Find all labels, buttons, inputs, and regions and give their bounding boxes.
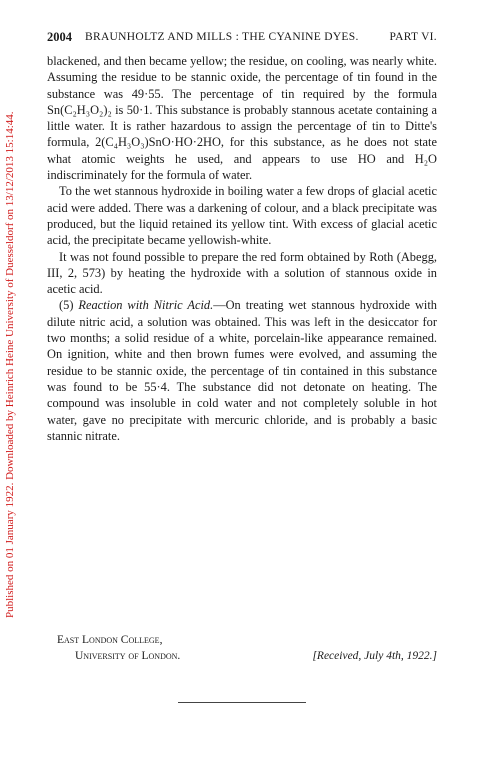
end-rule [178,702,306,703]
running-header [47,30,437,50]
affiliation-block [47,632,437,664]
part-label: PART VI. [389,31,437,43]
download-watermark: Published on 01 January 1922. Downloaded by Heinrich Heine University of Duesseldorf on 13/12/2013 15:14:44. [4,111,16,618]
running-title: BRAUNHOLTZ AND MILLS : THE CYANINE DYES. [85,31,359,43]
section-number: (5) [59,298,79,313]
received-date: [Received, July 4th, 1922.] [312,650,437,662]
page-number: 2004 [47,30,72,44]
article-body [47,53,437,444]
paragraph-1: blackened, and then became yellow; the residue, on cooling, was nearly white. Assuming the residue to be stannic oxide, the percentage of tin found in the substance was 49·55. The percentage of tin required by the formula Sn(C₂H₃O₂)₂ is 50·1. This substance is probably stannous acetate containing a little water. It is rather hazardous to assign the percentage of tin to Ditte's formula, 2(C₄H₃O₃)SnO·HO·2HO, for this substance, as he does not state what atomic weights he used, and appears to use HO and H₂O indiscriminately for the formula of water. [47,54,437,183]
section-heading: Reaction with Nitric Acid. [78,298,214,313]
affiliation-university: University of London. [75,650,181,662]
paragraph-4 [47,297,437,444]
affiliation-college: East London College, [57,634,163,646]
section-text: —On treating wet stannous hydroxide with dilute nitric acid, a solution was obtained. This was left in the desiccator for two months; a solid residue of a white, porcelain-like appearance remained. On ignition, white and then brown fumes were evolved, and assuming the residue to be stannic oxide, the percentage of tin contained in this substance was found to be 55·4. The substance did not detonate on heating. The compound was insoluble in cold water and not completely soluble in hot water, gave no precipitate with mercuric chloride, and is probably a basic stannic nitrate. [47,298,437,443]
paragraph-2: To the wet stannous hydroxide in boiling water a few drops of glacial acetic acid were added. There was a darkening of colour, and a black precipitate was produced, but the liquid retained its yellow tint. With excess of glacial acetic acid, the precipitate became yellowish-white. [47,184,437,248]
paragraph-3: It was not found possible to prepare the red form obtained by Roth (Abegg, III, 2, 573) by heating the hydroxide with a solution of stannous oxide in acetic acid. [47,249,437,297]
